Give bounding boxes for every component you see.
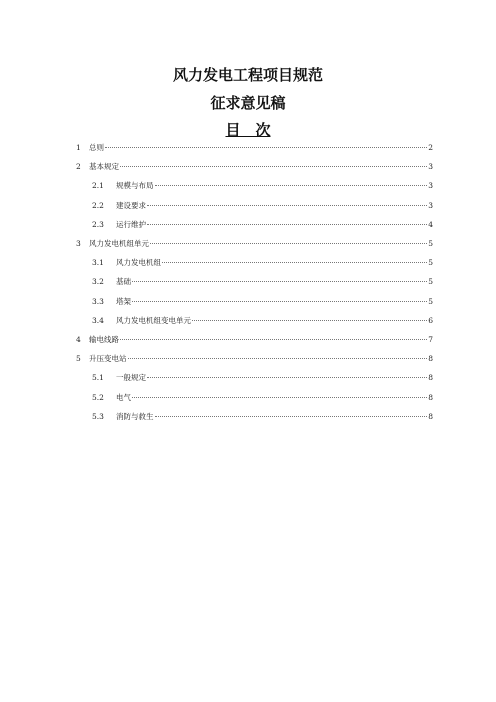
toc-entry-page: 5	[428, 258, 433, 268]
toc-entry-title: 总则	[89, 143, 104, 152]
toc-entry-number: 2.3	[92, 219, 104, 229]
toc-entry-page: 8	[428, 392, 433, 402]
toc-entry[interactable]	[92, 276, 433, 288]
toc-entry-number: 5	[76, 354, 81, 364]
toc-entry-number: 5.3	[92, 411, 104, 421]
toc-entry-title: 电气	[116, 392, 131, 402]
toc-entry-number: 1	[76, 143, 81, 152]
dot-leader	[150, 243, 427, 244]
toc-entry-page: 7	[428, 335, 433, 344]
toc-heading-text: 目 次	[225, 121, 271, 139]
toc-entry-page: 5	[428, 239, 433, 248]
dot-leader	[155, 416, 428, 417]
toc-entry-number: 2	[76, 162, 81, 172]
toc-entry-page: 2	[428, 143, 433, 152]
toc-entry-title: 规模与布局	[116, 181, 154, 191]
dot-leader	[132, 397, 427, 398]
dot-leader	[120, 339, 427, 340]
dot-leader	[128, 358, 428, 359]
toc-entry-number: 2.1	[92, 181, 104, 191]
toc-entry-page: 8	[428, 373, 433, 383]
toc-entry-number: 3.3	[92, 296, 104, 306]
toc-entry[interactable]	[76, 238, 433, 250]
toc-entry[interactable]	[92, 296, 433, 308]
toc-entry-title: 风力发电机组	[116, 258, 161, 268]
document-subtitle: 征求意见稿	[210, 94, 286, 112]
toc-entry-title: 风力发电机组单元	[89, 239, 149, 248]
toc-entry-number: 3.1	[92, 258, 104, 268]
toc-entry-page: 8	[428, 411, 433, 421]
toc-entry[interactable]	[76, 142, 433, 154]
dot-leader	[162, 262, 427, 263]
toc-entry-page: 3	[428, 200, 433, 210]
toc-heading	[0, 119, 496, 140]
toc-entry-title: 运行维护	[116, 219, 146, 229]
dot-leader	[105, 147, 427, 148]
toc-entry-title: 基本规定	[89, 162, 119, 172]
toc-entry[interactable]	[92, 411, 433, 423]
toc-entry-number: 3.4	[92, 315, 104, 325]
toc-entry[interactable]	[92, 392, 433, 404]
toc-entry-page: 8	[428, 354, 433, 364]
toc-entry[interactable]	[92, 219, 433, 231]
dot-leader	[147, 205, 427, 206]
toc-entry-number: 3	[76, 239, 81, 248]
toc-entry[interactable]	[76, 161, 433, 173]
toc-entry[interactable]	[92, 257, 433, 269]
dot-leader	[192, 320, 427, 321]
document-title: 风力发电工程项目规范	[172, 66, 323, 84]
toc-entry-page: 3	[428, 181, 433, 191]
toc-entry-title: 基础	[116, 277, 131, 287]
dot-leader	[147, 377, 427, 378]
toc-entry-page: 6	[428, 315, 433, 325]
toc-entry[interactable]	[92, 315, 433, 327]
toc-entry-page: 5	[428, 277, 433, 287]
toc-entry-number: 4	[76, 335, 81, 344]
dot-leader	[120, 166, 427, 167]
dot-leader	[132, 301, 427, 302]
toc-entry-page: 3	[428, 162, 433, 172]
toc-entry-title: 输电线路	[89, 335, 119, 344]
toc-entry[interactable]	[92, 180, 433, 192]
toc-entry-number: 5.2	[92, 392, 104, 402]
toc-entry[interactable]	[92, 372, 433, 384]
toc-entry-title: 一般规定	[116, 373, 146, 383]
dot-leader	[155, 185, 428, 186]
toc-entry-title: 风力发电机组变电单元	[116, 315, 191, 325]
toc-entry-page: 5	[428, 296, 433, 306]
toc-entry-page: 4	[428, 219, 433, 229]
toc-entry-number: 3.2	[92, 277, 104, 287]
dot-leader	[147, 224, 427, 225]
dot-leader	[132, 281, 427, 282]
toc-entry-number: 2.2	[92, 200, 104, 210]
toc-entry-title: 塔架	[116, 296, 131, 306]
toc-entry-title: 升压变电站	[89, 354, 127, 364]
toc-entry-title: 建设要求	[116, 200, 146, 210]
toc-entry[interactable]	[76, 334, 433, 346]
toc-entry[interactable]	[92, 200, 433, 212]
toc-entry-title: 消防与救生	[116, 411, 154, 421]
toc-entry[interactable]	[76, 353, 433, 365]
toc-entry-number: 5.1	[92, 373, 104, 383]
